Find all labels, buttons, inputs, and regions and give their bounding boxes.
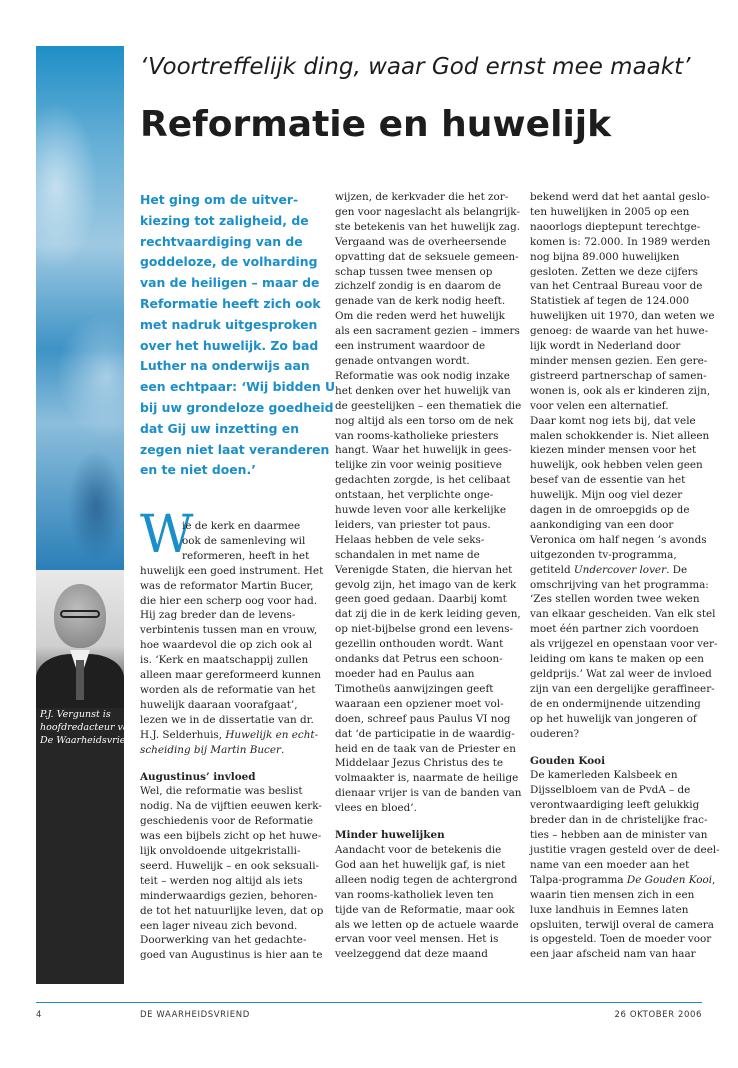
text-line: een jaar afscheid nam van haar [530, 948, 696, 961]
text-line [530, 563, 698, 578]
text-line: Helaas hebben de vele seks- [335, 533, 485, 546]
text-line: ‘Zes stellen worden twee weken [530, 593, 700, 606]
lead-line: rechtvaardiging van de [140, 233, 303, 249]
text-line: nodig. Na de vijftien eeuwen kerk- [140, 800, 322, 813]
text-fragment: Talpa-programma [530, 873, 627, 886]
text-line: als vrijgezel en openstaan voor ver- [530, 638, 718, 651]
text-line: van het Centraal Bureau voor de [530, 280, 703, 293]
text-line: breder dan in de christelijke frac- [530, 814, 708, 827]
text-line: goed van Augustinus is hier aan te [140, 949, 323, 962]
magazine-name: DE WAARHEIDSVRIEND [140, 1010, 250, 1020]
text-line: gedachten zorgde, is het celibaat [335, 474, 511, 487]
lead-line: van de heiligen – maar de [140, 275, 320, 291]
body-column-1 [140, 519, 324, 963]
text-fragment: getiteld [530, 563, 574, 576]
italic-title: De Gouden Kooi [626, 873, 713, 886]
lead-line: goddeloze, de volharding [140, 254, 318, 270]
text-line: tijde van de Reformatie, maar ook [335, 903, 515, 916]
text-line [530, 873, 716, 888]
text-line: de geestelijken – een thematiek die [335, 399, 522, 412]
text-line: kiezen minder mensen voor het [530, 444, 697, 457]
text-line: geschiedenis voor de Reformatie [140, 815, 314, 828]
text-line: minder mensen gezien. Een gere- [530, 354, 708, 367]
text-line: genoeg: de waarde van het huwe- [530, 325, 709, 338]
text-line: Daar komt nog iets bij, dat vele [530, 414, 696, 427]
text-line: aankondiging van een door [530, 518, 674, 531]
text-line: komen is: 72.000. In 1989 werden [530, 235, 711, 248]
text-line: Aandacht voor de betekenis die [335, 843, 502, 856]
text-line: opvatting dat de seksuele gemeen- [335, 250, 519, 263]
lead-line: Het ging om de uitver- [140, 192, 299, 207]
text-line: ouderen? [530, 727, 580, 740]
body-column-2 [335, 190, 522, 962]
text-line: huwelijk daaraan voorafgaat’, [140, 698, 298, 711]
text-line: genade van de kerk nodig heeft. [335, 295, 506, 308]
lead-line: een echtpaar: ‘Wij bidden U [140, 379, 336, 395]
text-line: doen, schreef paus Paulus VI nog [335, 712, 511, 725]
text-line: was een bijbels zicht op het huwe- [140, 830, 322, 843]
text-fragment: , [712, 873, 716, 886]
text-line: Dijsselbloem van de PvdA – de [530, 784, 691, 797]
subheading-augustinus: Augustinus’ invloed [140, 770, 256, 783]
text-line: luxe landhuis in Eemnes laten [530, 903, 689, 916]
lead-line: Reformatie heeft zich ook [140, 295, 321, 311]
text-line: dienaar vrijer is van de banden van [335, 787, 522, 800]
text-line: als een sacrament gezien – immers [335, 325, 520, 338]
text-line: lijk onvoldoende uitgekristalli- [140, 845, 301, 858]
text-line: minderwaardigs gezien, behoren- [140, 889, 318, 902]
text-line: dagen in de omroepgids op de [530, 504, 690, 517]
text-line: bekend werd dat het aantal geslo- [530, 191, 710, 203]
italic-title: scheiding bij Martin Bucer [140, 743, 281, 756]
italic-title: Huwelijk en echt- [225, 728, 319, 741]
text-line: volmaakter is, naarmate de heilige [335, 772, 519, 785]
lead-line: dat Gij uw inzetting en [140, 420, 300, 436]
text-line: geen goed gedaan. Daarbij komt [335, 593, 507, 606]
caption-line: P.J. Vergunst is [40, 709, 111, 720]
author-photo-tie [76, 660, 84, 700]
text-line: het denken over het huwelijk van [335, 384, 511, 397]
text-line: Wel, die reformatie was beslist [140, 785, 303, 798]
drop-cap: W [140, 505, 194, 565]
caption-band [36, 708, 141, 984]
paragraph-gap [140, 758, 308, 770]
text-line: Timotheüs aanwijzingen geeft [335, 682, 494, 695]
text-line: leiders, van priester tot paus. [335, 518, 491, 531]
text-line: voor velen een alternatief. [530, 399, 669, 412]
text-line: ie de kerk en daarmee [182, 520, 301, 532]
body-column-3 [530, 190, 720, 962]
text-line: gezellin onthouden wordt. Want [335, 638, 504, 651]
text-line: schandalen in met name de [335, 548, 480, 561]
text-line: op niet-bijbelse grond een levens- [335, 623, 514, 636]
text-line: verontwaardiging leeft gelukkig [530, 799, 700, 812]
text-line: heid en de taak van de Priester en [335, 742, 516, 755]
text-line: God aan het huwelijk gaf, is niet [335, 858, 506, 871]
text-line: wijzen, de kerkvader die het zor- [335, 191, 509, 203]
subheading-minder-huwelijken: Minder huwelijken [335, 829, 445, 842]
text-line: naoorlogs dieptepunt terechtge- [530, 220, 701, 233]
author-photo [36, 570, 124, 708]
text-line: is. ‘Kerk en maatschappij zullen [140, 654, 309, 667]
text-line: wonen is, ook als er kinderen zijn, [530, 384, 711, 397]
lead-paragraph [140, 190, 336, 481]
issue-date: 26 OKTOBER 2006 [614, 1010, 702, 1020]
footer-rule [36, 1002, 702, 1003]
text-line: ervan voor veel mensen. Het is [335, 933, 499, 946]
text-line: de tot het natuurlijke leven, dat op [140, 904, 324, 917]
article-kicker: ‘Voortreffelijk ding, waar God ernst mee maakt’ [140, 54, 691, 80]
text-line: besef van de essentie van het [530, 474, 686, 487]
lead-line: bij uw grondeloze goedheid [140, 399, 334, 415]
text-line: van rooms-katholiek leven ten [335, 888, 494, 901]
lead-line: over het huwelijk. Zo bad [140, 337, 319, 353]
text-line: huwelijk een goed instrument. Het [140, 564, 324, 577]
text-line: Verenigde Staten, die hiervan het [335, 563, 513, 576]
paragraph-gap [335, 816, 503, 828]
text-line: teit – werden nog altijd als iets [140, 874, 303, 887]
text-line: Middelaar Jezus Christus des te [335, 757, 504, 770]
caption-line: hoofdredacteur van [40, 722, 135, 733]
text-line: een instrument waardoor de [335, 340, 486, 353]
text-line: leiding om kans te maken op een [530, 653, 704, 666]
text-line: opsluiten, terwijl overal de camera [530, 918, 714, 931]
text-line: lijk wordt in Nederland door [530, 340, 681, 353]
text-line: ten huwelijken in 2005 op een [530, 205, 690, 218]
text-line: alleen nodig tegen de achtergrond [335, 873, 518, 886]
text-line: zichzelf zondig is en daarom de [335, 280, 502, 293]
text-line: telijke zin voor weinig positieve [335, 459, 502, 472]
author-photo-glasses [60, 610, 100, 618]
text-line: als we letten op de actuele waarde [335, 918, 519, 931]
text-line: huwelijk, ook hebben velen geen [530, 459, 703, 472]
text-line: gesloten. Zetten we deze cijfers [530, 265, 698, 278]
text-fragment: . De [666, 563, 688, 576]
text-line [140, 728, 319, 743]
subheading-gouden-kooi: Gouden Kooi [530, 754, 606, 767]
text-line: op het huwelijk van jongeren of [530, 712, 697, 725]
text-line: was de reformator Martin Bucer, [140, 579, 314, 592]
text-line: Hij zag breder dan de levens- [140, 609, 296, 622]
text-line: van rooms-katholieke priesters [335, 429, 499, 442]
lead-line: kiezing tot zaligheid, de [140, 212, 309, 228]
text-line: hoe waardevol die op zich ook al [140, 639, 313, 652]
text-line: nog altijd als een torso om de nek [335, 414, 514, 427]
text-line: Om die reden werd het huwelijk [335, 310, 505, 323]
text-line: ste betekenis van het huwelijk zag. [335, 220, 521, 233]
text-line: een lager niveau zich bevond. [140, 919, 298, 932]
text-line: alleen maar gereformeerd kunnen [140, 669, 321, 682]
text-line: ontstaan, het verplichte onge- [335, 489, 494, 502]
text-line: Veronica om half negen ’s avonds [530, 533, 707, 546]
text-line: nog bijna 89.000 huwelijken [530, 250, 680, 263]
text-line: moet één partner zich voordoen [530, 623, 699, 636]
text-line: veelzeggend dat deze maand [335, 948, 488, 961]
text-line: die hier een scherp oog voor had. [140, 594, 318, 607]
text-line: reformeren, heeft in het [182, 549, 310, 562]
article-title: Reformatie en huwelijk [140, 104, 612, 145]
text-line: ondanks dat Petrus een schoon- [335, 653, 503, 666]
text-line: scheiding bij Martin Bucer. [140, 743, 285, 756]
text-line: lezen we in de dissertatie van dr. [140, 713, 314, 726]
text-line: dat zij die in de kerk leiding geven, [335, 608, 521, 621]
text-line: gistreerd partnerschap of samen- [530, 369, 707, 382]
text-line: verbintenis tussen man en vrouw, [140, 624, 318, 637]
text-line: justitie vragen gesteld over de deel- [530, 843, 720, 856]
text-line: Reformatie was ook nodig inzake [335, 369, 510, 382]
text-line: seerd. Huwelijk – en ook seksuali- [140, 859, 320, 872]
text-line: geldprijs.’ Wat zal weer de invloed [530, 668, 712, 680]
paragraph-gap [530, 742, 698, 754]
text-line: ties – hebben aan de minister van [530, 829, 708, 842]
text-line: huwelijk. Mijn oog viel dezer [530, 489, 683, 502]
italic-title: Undercover lover [573, 563, 667, 576]
photo-caption [40, 708, 141, 747]
text-line: schap tussen twee mensen op [335, 265, 493, 278]
text-line: vlees en bloed’. [335, 802, 417, 815]
text-line: Doorwerking van het gedachte- [140, 934, 307, 947]
caption-line: De Waarheidsvriend. [40, 735, 141, 746]
text-line: malen schokkender is. Niet alleen [530, 429, 710, 442]
text-line: van elkaar gescheiden. Van elk stel [530, 608, 716, 621]
text-line: huwelijken uit 1970, dan weten we [530, 310, 715, 323]
page-number: 4 [36, 1010, 43, 1020]
text-line: waaraan een opziener moet vol- [335, 697, 504, 710]
text-line: name van een moeder aan het [530, 858, 690, 871]
text-line: huwde leven voor alle kerkelijke [335, 504, 506, 517]
text-line: hangt. Waar het huwelijk in gees- [335, 444, 512, 457]
text-line: uitgezonden tv-programma, [530, 548, 677, 561]
text-line: ook de samenleving wil [182, 534, 306, 547]
text-line: zijn van een dergelijke geraffineer- [530, 682, 715, 695]
text-line: genade ontvangen wordt. [335, 354, 470, 367]
text-line: omschrijving van het programma: [530, 578, 709, 591]
text-line: Statistiek af tegen de 124.000 [530, 295, 690, 308]
text-line: Vergaand was de overheersende [335, 235, 507, 248]
decorative-blue-band [36, 46, 124, 570]
text-line: gevolg zijn, het imago van de kerk [335, 578, 517, 591]
text-line: dat ‘de participatie in de waardig- [335, 727, 515, 740]
text-line: de en ondermijnende uitzending [530, 697, 701, 710]
text-line: De kamerleden Kalsbeek en [530, 769, 678, 782]
lead-line: met nadruk uitgesproken [140, 316, 318, 332]
text-line: gen voor nageslacht als belangrijk- [335, 205, 520, 218]
text-line: is opgesteld. Toen de moeder voor [530, 933, 712, 946]
lead-line: en te niet doen.’ [140, 462, 256, 478]
lead-line: Luther na onderwijs aan [140, 358, 310, 374]
lead-line: zegen niet laat veranderen [140, 441, 330, 457]
text-line: moeder had en Paulus aan [335, 668, 475, 680]
text-line: waarin tien mensen zich in een [530, 888, 695, 901]
text-fragment: H.J. Selderhuis, [140, 728, 226, 741]
text-line: worden als de reformatie van het [140, 683, 316, 696]
